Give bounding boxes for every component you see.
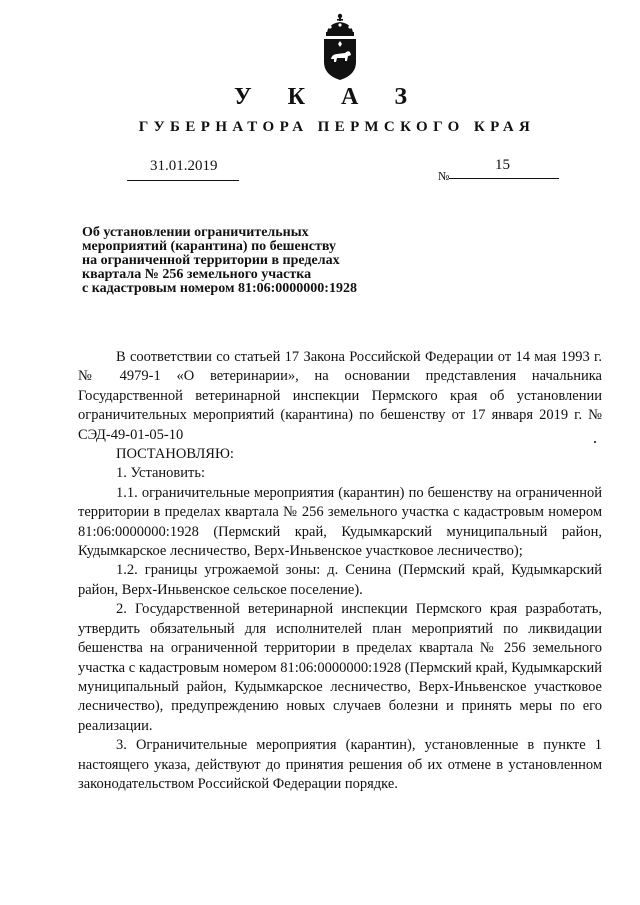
intro-paragraph: В соответствии со статьей 17 Закона Российской Федерации от 14 мая 1993 г. № 4979-1 «О ветеринарии», на основании представления начальника Государственной ветеринарной инспекции Пермского края об установлении ограничительных мероприятий (карантина) по бешенству от 17 января 2019 г. № СЭД-49-01-05-10 — [78, 349, 602, 443]
scan-dot — [594, 441, 596, 443]
document-type-title: У К А З — [233, 84, 422, 110]
document-number: 15 — [495, 157, 510, 173]
document-date: 31.01.2019 — [150, 158, 218, 174]
clause-1: 1. Установить: — [116, 465, 206, 482]
number-underline — [449, 178, 559, 179]
document-body — [78, 348, 602, 794]
document-subject — [82, 226, 422, 296]
number-label: № — [438, 169, 450, 183]
subject-line: Об установлении ограничительных — [82, 225, 309, 240]
subject-line: на ограниченной территории в пределах — [82, 253, 340, 268]
issuer-title: ГУБЕРНАТОРА ПЕРМСКОГО КРАЯ — [138, 119, 536, 135]
clause-3: 3. Ограничительные мероприятия (карантин), установленные в пункте 1 настоящего указа, действуют до принятия решения об их отмене в установленном законодательством Российской Федерации порядке. — [78, 737, 602, 792]
decree-word: ПОСТАНОВЛЯЮ: — [116, 446, 234, 463]
subject-line: мероприятий (карантина) по бешенству — [82, 239, 336, 254]
clause-1-1: 1.1. ограничительные мероприятия (карантин) по бешенству на ограниченной территории в пределах квартала № 256 земельного участка с кадастровым номером 81:06:0000000:1928 (Пермский край, Кудымкарский муниципальный район, Кудымкарское лесничество, Верх-Иньвенское участковое лесничество); — [78, 484, 602, 560]
clause-1-2: 1.2. границы угрожаемой зоны: д. Сенина (Пермский край, Кудымкарский район, Верх-Иньвенское сельское поселение). — [78, 562, 602, 598]
subject-line: квартала № 256 земельного участка — [82, 267, 312, 282]
subject-line: с кадастровым номером 81:06:0000000:1928 — [82, 281, 357, 296]
coat-of-arms-icon — [318, 12, 362, 82]
date-underline — [127, 180, 239, 181]
clause-2: 2. Государственной ветеринарной инспекции Пермского края разработать, утвердить обязательный для исполнителей план мероприятий по ликвидации бешенства на ограниченной территории в пределах квартала № 256 земельного участка с кадастровым номером 81:06:0000000:1928 (Пермский край, Кудымкарский муниципальный район, Кудымкарское лесничество, Верх-Иньвенское участковое лесничество), предупреждению новых случаев болезни и принять меры по его реализации. — [78, 601, 602, 734]
